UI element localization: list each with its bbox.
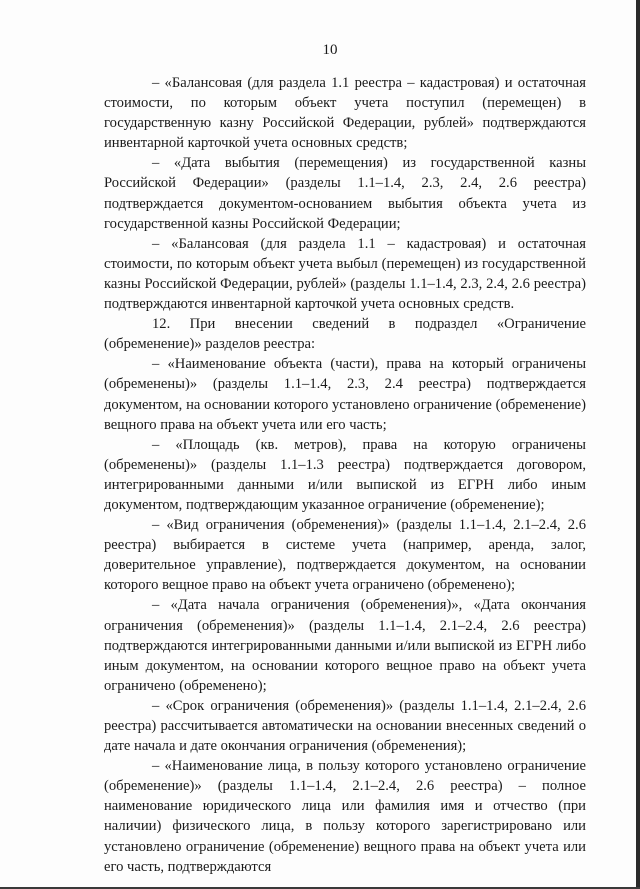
paragraph-balance-value-disposed: – «Балансовая (для раздела 1.1 – кадастровая) и остаточная стоимости, по которым объект учета выбыл (перемещен) из государственной казны Российской Федерации, рублей» (разделы 1.1–1.4, 2.3, 2.4, 2.6 реестра) подтверждаются инвентарной карточкой учета основных средств.	[104, 235, 586, 313]
paragraph-encumbrance-term: – «Срок ограничения (обременения)» (разделы 1.1–1.4, 2.1–2.4, 2.6 реестра) рассчитывается автоматически на основании внесенных сведений о дате начала и дате окончания ограничения (обременения);	[104, 697, 586, 755]
page-number: 10	[322, 42, 338, 58]
paragraph-area: – «Площадь (кв. метров), права на которую ограничены (обременены)» (разделы 1.1–1.3 реестра) подтверждается договором, интегрированными данными и/или выпиской из ЕГРН либо иным документом, подтверждающим указанное ограничение (обременение);	[104, 436, 586, 513]
paragraph-beneficiary-name: – «Наименование лица, в пользу которого установлено ограничение (обременение)» (разделы 1.1–1.4, 2.1–2.4, 2.6 реестра) – полное наименование юридического лица или фамилия имя и отчество (при наличии) физического лица, в пользу которого зарегистрировано или установлено ограничение (обременение) вещного права на объект учета или его часть, подтверждаются	[104, 758, 586, 875]
scan-edge-right	[636, 0, 640, 889]
paragraph-disposal-date: – «Дата выбытия (перемещения) из государственной казны Российской Федерации» (разделы 1.1–1.4, 2.3, 2.4, 2.6 реестра) подтверждается документом-основанием выбытия объекта учета из государственной казны Российской Федерации;	[104, 155, 586, 232]
paragraph-balance-value-received: – «Балансовая (для раздела 1.1 реестра – кадастровая) и остаточная стоимости, по которым объект учета поступил (перемещен) в государственную казну Российской Федерации, рублей» подтверждаются инвентарной карточкой учета основных средств;	[104, 75, 586, 152]
paragraph-object-name: – «Наименование объекта (части), права на который ограничены (обременены)» (разделы 1.1–1.4, 2.3, 2.4 реестра) подтверждается документом, на основании которого установлено ограничение (обременение) вещного права на объект учета или его часть;	[104, 356, 586, 433]
paragraph-encumbrance-type: – «Вид ограничения (обременения)» (разделы 1.1–1.4, 2.1–2.4, 2.6 реестра) выбирается в системе учета (например, аренда, залог, доверительное управление), подтверждается документом, на основании которого вещное право на объект учета ограничено (обременено);	[104, 517, 586, 594]
paragraph-section-12-heading: 12. При внесении сведений в подраздел «Ограничение (обременение)» разделов реестра:	[104, 316, 586, 353]
document-body	[104, 73, 586, 877]
paragraph-encumbrance-dates: – «Дата начала ограничения (обременения)», «Дата окончания ограничения (обременения)» (разделы 1.1–1.4, 2.1–2.4, 2.6 реестра) подтверждаются интегрированными данными и/или выпиской из ЕГРН либо иным документом, на основании которого вещное право на объект учета ограничено (обременено);	[104, 597, 586, 694]
